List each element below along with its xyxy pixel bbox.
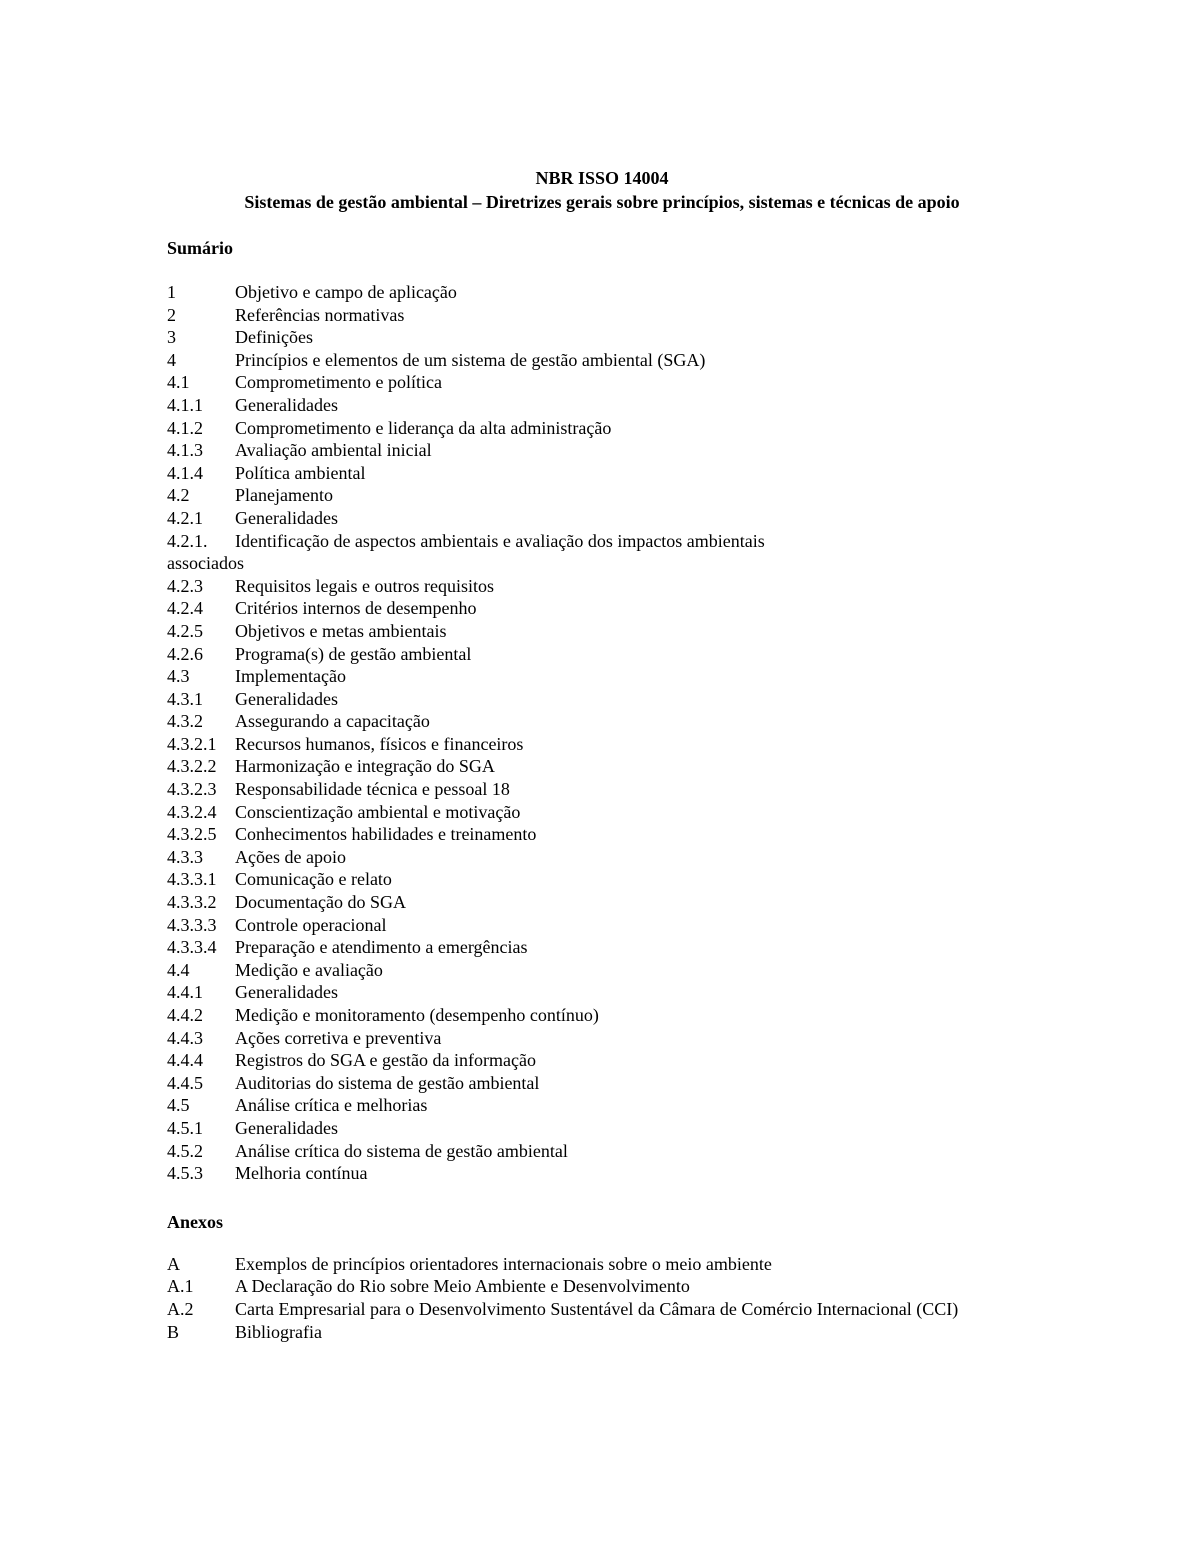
toc-entry-number: 4.3.3.1 xyxy=(167,869,217,890)
toc-entry-text: Generalidades xyxy=(235,982,338,1003)
toc-entry-text: Ações corretiva e preventiva xyxy=(235,1027,442,1048)
toc-entry-number: 4.3.3.2 xyxy=(167,892,217,913)
toc-entry-number: 4.2.6 xyxy=(167,643,203,664)
toc-entry-number: 4.3.2.1 xyxy=(167,733,217,754)
toc-entry-text: Comprometimento e política xyxy=(235,372,442,393)
toc-entry-text: Análise crítica e melhorias xyxy=(235,1095,428,1116)
toc-entry-text: Critérios internos de desempenho xyxy=(235,598,477,619)
toc-entry-text: Preparação e atendimento a emergências xyxy=(235,937,528,958)
annex-entry xyxy=(167,1275,1037,1298)
toc-entry xyxy=(167,326,1037,349)
toc-entry xyxy=(167,665,1037,688)
toc-entry xyxy=(167,688,1037,711)
toc-entry xyxy=(167,462,1037,485)
toc-entry xyxy=(167,530,1037,553)
toc-entry-text: Recursos humanos, físicos e financeiros xyxy=(235,733,524,754)
toc-entry-text: Requisitos legais e outros requisitos xyxy=(235,575,494,596)
toc-entry-text: Documentação do SGA xyxy=(235,892,406,913)
toc-entry-text: Registros do SGA e gestão da informação xyxy=(235,1050,536,1071)
toc-entry-number: 4.1.2 xyxy=(167,417,203,438)
toc-entry xyxy=(167,1094,1037,1117)
toc-entry-number: 4.3.2.3 xyxy=(167,779,217,800)
toc-entry xyxy=(167,914,1037,937)
annex-entry-text: Exemplos de princípios orientadores internacionais sobre o meio ambiente xyxy=(235,1253,772,1274)
toc-entry-number: 4.4.4 xyxy=(167,1050,203,1071)
toc-entry xyxy=(167,1004,1037,1027)
annexes-list xyxy=(167,1253,1037,1343)
toc-entry xyxy=(167,959,1037,982)
toc-entry xyxy=(167,507,1037,530)
toc-entry-number: 4.1 xyxy=(167,372,190,393)
toc-entry xyxy=(167,349,1037,372)
toc-entry xyxy=(167,1162,1037,1185)
document-title: NBR ISSO 14004 xyxy=(535,168,669,188)
toc-entry-text: Comunicação e relato xyxy=(235,869,392,890)
toc-entry-text: Avaliação ambiental inicial xyxy=(235,440,432,461)
toc-entry xyxy=(167,846,1037,869)
toc-entry-number: 4.2.5 xyxy=(167,620,203,641)
toc-entry xyxy=(167,597,1037,620)
toc-entry-number: 4.4.1 xyxy=(167,982,203,1003)
toc-entry-text: Generalidades xyxy=(235,688,338,709)
annex-entry-number: A.2 xyxy=(167,1298,194,1319)
toc-entry-number: 1 xyxy=(167,282,176,302)
toc-entry-number: 4.3.1 xyxy=(167,688,203,709)
toc-entry xyxy=(167,417,1037,440)
annex-entry-number: A xyxy=(167,1253,180,1274)
toc-entry-number: 4.3.2.5 xyxy=(167,824,217,845)
toc-entry-text: Conhecimentos habilidades e treinamento xyxy=(235,824,537,845)
toc-entry-text: Identificação de aspectos ambientais e avaliação dos impactos ambientais xyxy=(235,530,765,551)
toc-entry xyxy=(167,868,1037,891)
toc-entry-number: 4.4.2 xyxy=(167,1005,203,1025)
toc-entry-text: Programa(s) de gestão ambiental xyxy=(235,643,472,664)
annex-entry-number: A.1 xyxy=(167,1276,194,1297)
toc-entry-number: 4.3.3 xyxy=(167,846,203,867)
toc-entry xyxy=(167,371,1037,394)
toc-entry-text: Generalidades xyxy=(235,394,338,415)
toc-entry-text: Planejamento xyxy=(235,485,333,506)
annex-entry xyxy=(167,1253,1037,1276)
toc-entry-number: 4.5.3 xyxy=(167,1163,203,1184)
annex-entry xyxy=(167,1298,1037,1321)
toc-entry xyxy=(167,1117,1037,1140)
toc-entry-text: Ações de apoio xyxy=(235,846,346,867)
toc-entry xyxy=(167,575,1037,598)
toc-entry xyxy=(167,394,1037,417)
annex-entry-text: Bibliografia xyxy=(235,1321,322,1342)
toc-entry xyxy=(167,620,1037,643)
toc-entry-text: Generalidades xyxy=(235,507,338,528)
toc-entry-text: Política ambiental xyxy=(235,462,366,483)
toc-entry-text: Definições xyxy=(235,327,313,348)
toc-entry xyxy=(167,304,1037,327)
toc-entry-number: 4.2 xyxy=(167,485,190,506)
toc-entry-number: 4.3.2.2 xyxy=(167,756,217,777)
toc-entry-number: 4.3.2.4 xyxy=(167,801,217,822)
toc-entry-text: Harmonização e integração do SGA xyxy=(235,756,495,777)
toc-entry-continuation: associados xyxy=(167,553,244,574)
toc-entry xyxy=(167,891,1037,914)
toc-entry-text: Implementação xyxy=(235,666,346,687)
toc-entry-number: 4.3.3.3 xyxy=(167,914,217,935)
toc-entry xyxy=(167,484,1037,507)
toc-entry xyxy=(167,643,1037,666)
toc-entry-text: Comprometimento e liderança da alta administração xyxy=(235,417,612,438)
toc-entry-number: 4.4.5 xyxy=(167,1072,203,1093)
toc-entry-number: 4.4.3 xyxy=(167,1027,203,1048)
toc-entry-number: 4.5.2 xyxy=(167,1140,203,1161)
toc-entry-number: 4.4 xyxy=(167,959,190,980)
toc-entry-text: Assegurando a capacitação xyxy=(235,711,430,732)
toc-entry-text: Medição e monitoramento (desempenho contínuo) xyxy=(235,1005,599,1025)
toc-list xyxy=(167,281,1037,1185)
toc-entry-number: 4.5.1 xyxy=(167,1117,203,1138)
toc-entry-text: Melhoria contínua xyxy=(235,1163,368,1184)
toc-entry-number: 4.3 xyxy=(167,666,190,687)
toc-entry-text: Referências normativas xyxy=(235,304,405,325)
toc-entry-text: Responsabilidade técnica e pessoal 18 xyxy=(235,779,510,800)
toc-entry-text: Análise crítica do sistema de gestão ambiental xyxy=(235,1140,568,1161)
toc-heading: Sumário xyxy=(167,238,234,258)
toc-entry-number: 2 xyxy=(167,304,176,325)
toc-entry-text: Objetivo e campo de aplicação xyxy=(235,282,457,302)
toc-entry-number: 4 xyxy=(167,349,176,370)
toc-entry xyxy=(167,281,1037,304)
toc-entry xyxy=(167,1140,1037,1163)
toc-entry xyxy=(167,755,1037,778)
toc-entry-number: 4.3.3.4 xyxy=(167,937,217,958)
toc-entry xyxy=(167,1027,1037,1050)
annex-entry xyxy=(167,1321,1037,1344)
toc-entry-text: Controle operacional xyxy=(235,914,387,935)
annex-entry-text: Carta Empresarial para o Desenvolvimento Sustentável da Câmara de Comércio Internacional (CCI) xyxy=(235,1298,959,1319)
toc-entry-number: 4.2.3 xyxy=(167,575,203,596)
toc-entry-text: Auditorias do sistema de gestão ambiental xyxy=(235,1072,540,1093)
toc-entry-number: 4.3.2 xyxy=(167,711,203,732)
annexes-heading: Anexos xyxy=(167,1211,224,1232)
toc-entry-text: Conscientização ambiental e motivação xyxy=(235,801,521,822)
toc-entry xyxy=(167,733,1037,756)
document-subtitle: Sistemas de gestão ambiental – Diretrizes gerais sobre princípios, sistemas e técnicas de apoio xyxy=(244,192,960,212)
toc-entry-text: Princípios e elementos de um sistema de gestão ambiental (SGA) xyxy=(235,349,706,370)
document-page xyxy=(167,166,1037,1343)
toc-entry xyxy=(167,710,1037,733)
toc-entry xyxy=(167,936,1037,959)
toc-entry-text: Generalidades xyxy=(235,1117,338,1138)
toc-entry-number: 4.1.3 xyxy=(167,440,203,461)
toc-entry-number: 4.1.4 xyxy=(167,462,203,483)
toc-entry xyxy=(167,1049,1037,1072)
annex-entry-text: A Declaração do Rio sobre Meio Ambiente e Desenvolvimento xyxy=(235,1276,690,1297)
toc-entry-number: 3 xyxy=(167,327,176,348)
toc-entry-number: 4.2.1 xyxy=(167,507,203,528)
toc-entry-text: Objetivos e metas ambientais xyxy=(235,620,447,641)
toc-entry xyxy=(167,439,1037,462)
toc-entry xyxy=(167,801,1037,824)
toc-entry-text: Medição e avaliação xyxy=(235,959,383,980)
annex-entry-number: B xyxy=(167,1321,180,1342)
toc-entry-number: 4.5 xyxy=(167,1095,190,1116)
toc-entry-number: 4.1.1 xyxy=(167,394,203,415)
toc-entry xyxy=(167,778,1037,801)
toc-entry-number: 4.2.4 xyxy=(167,598,203,619)
toc-entry xyxy=(167,823,1037,846)
toc-entry xyxy=(167,981,1037,1004)
toc-entry xyxy=(167,1072,1037,1095)
toc-entry-number: 4.2.1. xyxy=(167,530,208,551)
